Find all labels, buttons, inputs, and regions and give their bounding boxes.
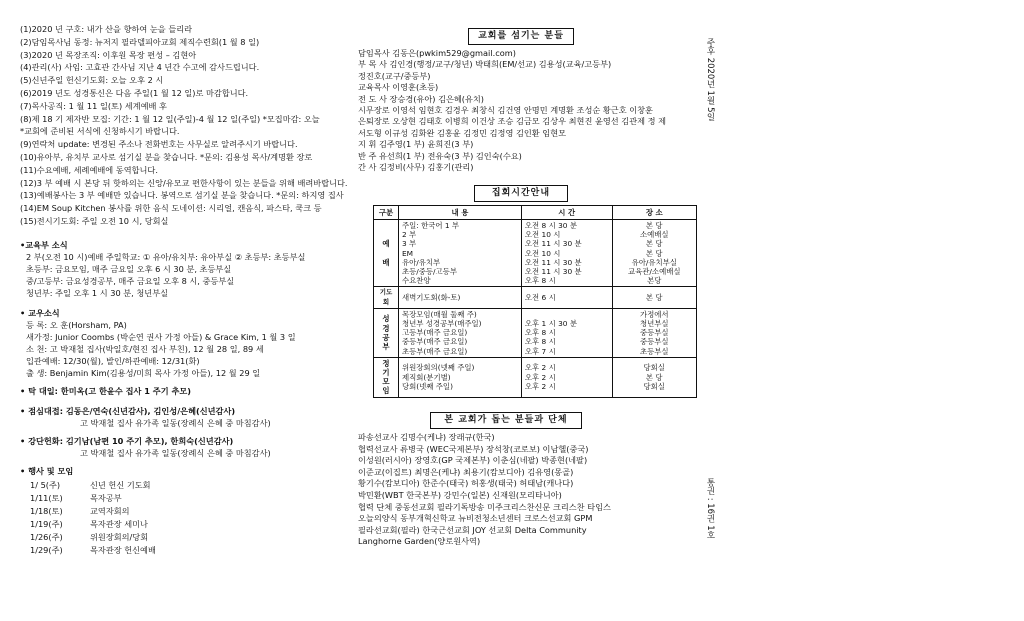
announcement-line: (13)예배봉사는 3 부 예배만 있습니다. 봉역으로 섬기실 분을 찾습니다. *문의: 하지영 집사	[20, 190, 344, 201]
schedule-content: 주일: 한국어 1 부 2 부 3 부 EM 유아/유치부 초등/중등/고등부 수요찬양	[399, 220, 522, 287]
announcement-line: (12)3 부 예배 시 본당 뒤 핫하의는 신앙/유모교 편한사항이 있는 분들을 위해 배려바랍니다.	[20, 177, 348, 188]
schedule-header-row	[374, 206, 697, 220]
bulletin-date: 주후 2020년 1월 5일	[705, 38, 715, 122]
schedule-header: 시 간	[521, 206, 612, 220]
missionary-line: 박민환(WBT 한국본부) 강민수(일본) 신재원(모리타니아)	[358, 490, 562, 500]
education-title: •교육부 소식	[20, 240, 68, 250]
education-line: 초등부: 금요모임, 매주 금요일 오후 6 시 30 분, 초등부실	[26, 264, 232, 274]
schedule-category: 성 경 공 부	[374, 308, 399, 357]
announcement-line: (6)2019 년도 성경통신은 다음 주일(1 월 12 일)로 마감합니다.	[20, 88, 249, 98]
members-line: 출 생: Benjamin Kim(김용성/미희 목사 가정 아들), 12 월 29 일	[26, 368, 261, 378]
staff-line: 시무장로 이영석 임현호 김경우 최창식 김건영 안명민 계명환 조성순 황근호 이창훈	[358, 105, 653, 115]
lunch-title: • 점심대접: 김동은/연숙(신년감사), 김인성/은혜(신년감사)	[20, 406, 236, 416]
schedule-place: 본 당	[612, 287, 697, 308]
event-name: 위원장회의/당회	[90, 532, 149, 542]
schedule-category: 정 기 모 임	[374, 357, 399, 397]
education-line: 2 부(오전 10 시)예배 주일학교: ① 유아/유치부: 유아부실 ② 초등부: 초등부실	[26, 252, 306, 262]
schedule-row	[374, 357, 697, 397]
schedule-row	[374, 220, 697, 287]
announcement-line: (3)2020 년 목장조직: 이후원 목장 편성 – 김현아	[20, 49, 197, 60]
announcement-line: (1)2020 년 구호: 내가 산을 향하여 눈을 들리라	[20, 24, 193, 34]
announcement-line: (11)수요예배, 세례예배에 동역합니다.	[20, 164, 158, 175]
schedule-row	[374, 287, 697, 308]
events-title: • 행사 및 모임	[20, 466, 74, 476]
memorial-line: • 탁 대일: 한미옥(고 한윤수 집사 1 주기 추모)	[20, 386, 192, 396]
schedule-table	[373, 205, 697, 398]
event-date: 1/11(토)	[30, 493, 63, 503]
members-line: 등 록: 오 훈(Horsham, PA)	[26, 320, 127, 330]
education-line: 청년부: 주일 오후 1 시 30 분, 청년부실	[26, 288, 169, 298]
staff-title: 교회를 섬기는 분들	[468, 28, 574, 45]
staff-line: 지 휘 김주영(1 부) 윤희진(3 부)	[358, 139, 474, 150]
missionaries-title: 본 교회가 돕는 분들과 단체	[430, 412, 582, 429]
missionary-line: 협력 단체 중동선교회 필라기독방송 미주크리스찬신문 크리스찬 타임스	[358, 501, 611, 512]
bulletin-volume: 통권 : 16권 1호	[705, 478, 715, 540]
missionary-line: 이성원(러시아) 장영호(GP 국제본부) 이춘심(네팔) 박종현(네팔)	[358, 455, 588, 466]
event-date: 1/18(토)	[30, 506, 63, 516]
schedule-header: 장 소	[612, 206, 697, 220]
announcement-line: (4)관리(사) 사임: 고효관 간사님 지난 4 년간 수고에 감사드립니다.	[20, 62, 260, 73]
announcement-line: (10)유아부, 유치부 교사로 섬기실 분을 찾습니다. *문의: 김용성 목사/계명환 장로	[20, 152, 313, 162]
schedule-header: 구분	[374, 206, 399, 220]
missionary-line: Langhorne Garden(양로원사역)	[358, 536, 481, 547]
staff-line: 교육목사 이영훈(초등)	[358, 82, 439, 93]
announcement-line: (15)전시기도회: 주일 오전 10 시, 당회실	[20, 216, 169, 226]
schedule-row	[374, 308, 697, 357]
members-line: 소 천: 고 박재철 집사(박일호/현진 집사 부친), 12 월 28 일, 89 세	[26, 344, 264, 354]
staff-line: 전 도 사 장승경(유아) 김은혜(유치)	[358, 93, 485, 104]
schedule-category: 기도회	[374, 287, 399, 308]
staff-line: 담임목사 김동은(pwkim529@gmail.com)	[358, 48, 516, 58]
schedule-time: 오전 8 시 30 분 오전 10 시 오전 11 시 30 분 오전 10 시 오전 11 시 30 분 오전 11 시 30 분 오후 8 시	[521, 220, 612, 287]
schedule-time: 오후 1 시 30 분 오후 8 시 오후 8 시 오후 7 시	[521, 308, 612, 357]
announcement-line: (8)제 18 기 제자반 모집: 기간: 1 월 12 일(주일)-4 월 12 일(주일) *모집마감: 오늘	[20, 113, 320, 124]
members-line: 새가정: Junior Coombs (박순연 권사 가정 아들) & Grace Kim, 1 월 3 일	[26, 332, 296, 342]
staff-line: 간 사 김정비(사무) 김홍기(관리)	[358, 162, 474, 172]
members-line: 입관예배: 12/30(월), 발인/하관예배: 12/31(화)	[26, 356, 200, 366]
staff-line: 정진호(교구/중등부)	[358, 70, 431, 81]
announcement-line: (2)담임목사님 동정: 뉴저지 필라델피아교회 제직수련회(1 월 8 일)	[20, 36, 260, 47]
event-name: 교역자회의	[90, 506, 130, 516]
schedule-place: 본 당 소예배실 본 당 본 당 유아/유치부실 교육관/소예배실 본당	[612, 220, 697, 287]
event-date: 1/26(주)	[30, 532, 63, 542]
announcement-line: (7)목사공직: 1 월 11 일(토) 세계예배 후	[20, 100, 167, 111]
schedule-content: 새벽기도회(화-토)	[399, 287, 522, 308]
schedule-time: 오후 2 시 오후 2 시 오후 2 시	[521, 357, 612, 397]
event-name: 목자관장 세미나	[90, 519, 148, 529]
announcement-line: (14)EM Soup Kitchen 봉사를 위한 음식 도네이션: 시리얼, 캔음식, 파스타, 쿡크 등	[20, 203, 322, 214]
staff-line: 반 주 유선희(1 부) 전유숙(3 부) 김인숙(수요)	[358, 150, 522, 161]
missionary-line: 필라선교회(필라) 한국근선교회 JOY 선교회 Delta Community	[358, 524, 587, 535]
missionary-line: 이준교(이집트) 최명은(케냐) 최용기(캄보디아) 김유영(몽골)	[358, 466, 574, 477]
missionary-line: 오늘의양식 동부개혁신학교 뉴비전청소년센터 크로스선교회 GPM	[358, 513, 593, 524]
announcement-line: (9)연락처 update: 변경된 주소나 전화번호는 사무실로 알려주시기 바랍니다.	[20, 139, 298, 150]
announcement-line: (5)신년주일 헌신기도회: 오늘 오후 2 시	[20, 75, 164, 86]
schedule-content: 목장모임(매월 둘째 주) 청년부 성경공부(매주일) 고등부(매주 금요일) 중등부(매주 금요일) 초등부(매주 금요일)	[399, 308, 522, 357]
event-name: 신년 헌신 기도회	[90, 480, 151, 490]
schedule-header: 내 용	[399, 206, 522, 220]
missionary-line: 황기수(캄보디아) 한준수(태국) 허홍생(태국) 허태남(캐나다)	[358, 478, 574, 489]
schedule-content: 위원장회의(넷째 주일) 제직회(분기별) 당회(넷째 주일)	[399, 357, 522, 397]
schedule-category: 예 배	[374, 220, 399, 287]
flowers-title: • 강단헌화: 김기남(남편 10 주기 추모), 한희숙(신년감사)	[20, 436, 234, 446]
schedule-place: 당회실 본 당 당회실	[612, 357, 697, 397]
event-date: 1/19(주)	[30, 519, 63, 529]
announcement-line: *교회에 준비된 서식에 신청하시기 바랍니다.	[20, 126, 180, 137]
event-name: 목자관장 헌신예배	[90, 545, 156, 555]
staff-line: 은퇴장로 오상현 김태호 이병희 이건상 조승 김금모 김상우 최현진 윤영선 김관제 정 제	[358, 116, 667, 127]
schedule-time: 오전 6 시	[521, 287, 612, 308]
members-title: • 교우소식	[20, 308, 60, 318]
flowers-sub: 고 박재철 집사 유가족 일동(장례식 은혜 중 마침감사)	[80, 448, 271, 458]
staff-line: 서도형 이규성 김화완 김홍윤 김정민 김정영 김인환 임현모	[358, 127, 567, 138]
event-name: 목자공부	[90, 493, 122, 503]
schedule-place: 가정에서 청년부실 중등부실 중등부실 초등부실	[612, 308, 697, 357]
event-date: 1/ 5(주)	[30, 480, 61, 490]
event-date: 1/29(주)	[30, 545, 63, 555]
staff-line: 부 목 사 김인경(행정/교구/청년) 박태희(EM/선교) 김용성(교육/고등부)	[358, 59, 612, 70]
missionary-line: 파송선교사 김명수(케냐) 장래규(한국)	[358, 432, 495, 442]
schedule-title: 집회시간안내	[474, 185, 568, 202]
education-line: 중/고등부: 금요성경공부, 매주 금요일 오후 8 시, 중등부실	[26, 276, 235, 286]
missionary-line: 협력선교사 류병국 (WEC국제본부) 장석창(코로보) 이남헬(중국)	[358, 443, 589, 454]
lunch-sub: 고 박재철 집사 유가족 일동(장례식 은혜 중 마침감사)	[80, 418, 271, 428]
